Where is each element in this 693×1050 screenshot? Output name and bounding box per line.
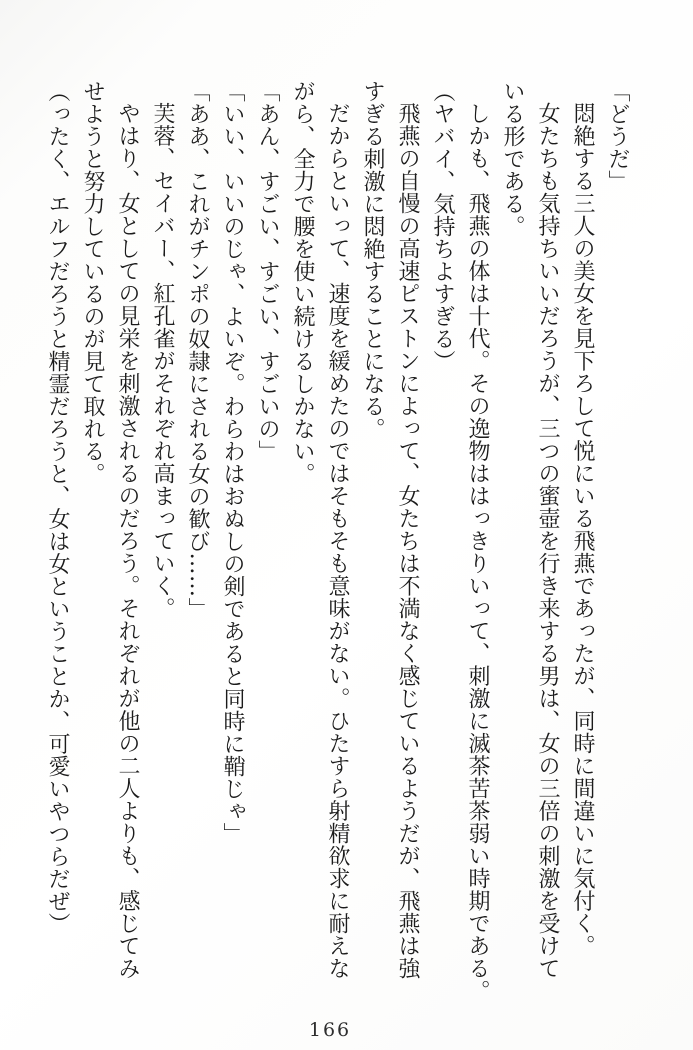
text-line: やはり、女としての見栄を刺激されるのだろう。それぞれが他の二人よりも、感じてみ — [115, 102, 140, 980]
text-line: 悶絶する三人の美女を見下ろして悦にいる飛燕であったが、同時に間違いに気付く。 — [570, 102, 595, 957]
text-line: 「あん、すごい、すごい、すごいの」 — [255, 80, 280, 463]
text-line: だからといって、速度を緩めたのではそもそも意味がない。ひたすら射精欲求に耐えな — [325, 102, 350, 980]
text-line: 女たちも気持ちいいだろうが、三つの蜜壺を行き来する男は、女の三倍の刺激を受けて — [535, 102, 560, 980]
text-line: 「どうだ」 — [605, 80, 630, 193]
text-block — [40, 80, 635, 1002]
text-line: すぎる刺激に悶絶することになる。 — [360, 80, 385, 440]
text-line: （ったく、エルフだろうと精霊だろうと、女は女ということか、可愛いやつらだぜ） — [45, 80, 70, 935]
text-line: しかも、飛燕の体は十代。その逸物ははっきりいって、刺激に滅茶苦茶弱い時期である。 — [465, 102, 490, 1002]
text-line: 「いい、いいのじゃ、よいぞ。わらわはおぬしの剣であると同時に鞘じゃ」 — [220, 80, 245, 845]
text-line: せようと努力しているのが見て取れる。 — [80, 80, 105, 485]
text-line: 「ああ、これがチンポの奴隷にされる女の歓び……」 — [185, 80, 210, 620]
text-line: がら、全力で腰を使い続けるしかない。 — [290, 80, 315, 485]
text-line: （ヤバイ、気持ちよすぎる） — [430, 80, 455, 373]
page-number: 166 — [308, 1019, 352, 1041]
text-line: 飛燕の自慢の高速ピストンによって、女たちは不満なく感じているようだが、飛燕は強 — [395, 102, 420, 980]
text-line: いる形である。 — [500, 80, 525, 238]
text-line: 芙蓉、セイバー、紅孔雀がそれぞれ高まっていく。 — [150, 102, 175, 620]
